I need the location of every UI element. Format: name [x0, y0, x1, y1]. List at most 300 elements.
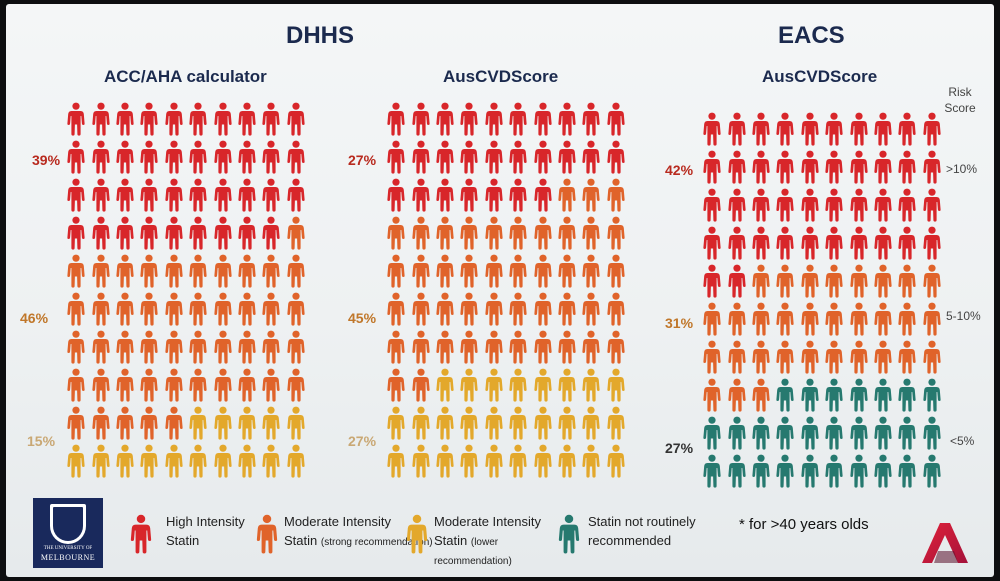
panel-1-person-icon: [67, 330, 85, 364]
university-crest-icon: [50, 504, 86, 544]
panel-1-person-icon: [116, 216, 134, 250]
panel-2-person-icon: [558, 216, 576, 250]
legend-high-line1: High Intensity: [166, 514, 245, 529]
panel-3-person-icon: [776, 454, 794, 488]
panel-2-person-icon: [509, 292, 527, 326]
university-logo-line2: MELBOURNE: [40, 553, 96, 562]
panel-3-person-icon: [825, 226, 843, 260]
panel-3-person-icon: [801, 302, 819, 336]
legend-moderate-lower-note: (lower: [470, 537, 499, 548]
panel-1-person-icon: [116, 178, 134, 212]
panel-3-person-icon: [825, 264, 843, 298]
panel-1-person-icon: [116, 102, 134, 136]
panel-3-person-icon: [874, 416, 892, 450]
panel-2-person-icon: [509, 216, 527, 250]
panel-3-pct-not: 27%: [665, 440, 694, 456]
university-logo-line1: THE UNIVERSITY OF: [43, 546, 93, 551]
panel-1-person-icon: [238, 406, 256, 440]
panel-1-person-icon: [287, 216, 305, 250]
legend-high-line2: Statin: [166, 533, 200, 548]
panel-2-person-icon: [460, 330, 478, 364]
panel-1-person-icon: [214, 254, 232, 288]
panel-2-person-icon: [436, 178, 454, 212]
panel-2-person-icon: [534, 178, 552, 212]
panel-2-person-icon: [412, 254, 430, 288]
panel-3-title: AusCVDScore: [762, 67, 878, 86]
panel-1-person-icon: [262, 102, 280, 136]
panel-1-person-icon: [92, 140, 110, 174]
panel-2-person-icon: [534, 406, 552, 440]
panel-2-person-icon: [412, 444, 430, 478]
panel-2-person-icon: [436, 330, 454, 364]
panel-3-person-icon: [850, 416, 868, 450]
panel-2-person-icon: [436, 216, 454, 250]
panel-3-person-icon: [776, 378, 794, 412]
panel-1-person-icon: [140, 140, 158, 174]
panel-2-person-icon: [387, 330, 405, 364]
panel-2-person-icon: [387, 444, 405, 478]
panel-3-person-icon: [801, 150, 819, 184]
panel-3-person-icon: [801, 454, 819, 488]
panel-2-person-icon: [412, 330, 430, 364]
panel-1-person-icon: [67, 444, 85, 478]
panel-2-person-icon: [436, 444, 454, 478]
legend-moderate-lower-line1: Moderate Intensity: [434, 514, 541, 529]
panel-3-person-icon: [874, 454, 892, 488]
panel-2-person-icon: [582, 102, 600, 136]
panel-2-person-icon: [460, 102, 478, 136]
panel-1-person-icon: [165, 102, 183, 136]
panel-1-person-icon: [262, 140, 280, 174]
panel-2-person-icon: [412, 292, 430, 326]
panel-1-person-icon: [214, 406, 232, 440]
panel-2-person-icon: [412, 102, 430, 136]
panel-3-person-icon: [776, 416, 794, 450]
panel-3-person-icon: [752, 378, 770, 412]
panel-3-person-icon: [752, 150, 770, 184]
panel-3-person-icon: [703, 416, 721, 450]
panel-3-person-icon: [825, 340, 843, 374]
panel-3-person-icon: [923, 340, 941, 374]
legend-moderate-lower-line2: Statin: [434, 533, 468, 548]
panel-1-person-icon: [92, 102, 110, 136]
legend-moderate-strong-note: (strong recommendation): [320, 537, 433, 548]
panel-3-person-icon: [825, 454, 843, 488]
panel-2-person-icon: [607, 406, 625, 440]
panel-2-person-icon: [534, 292, 552, 326]
panel-3-person-icon: [801, 264, 819, 298]
panel-1-person-icon: [67, 254, 85, 288]
legend-not-recommended-line2: recommended: [588, 533, 672, 548]
panel-2-person-icon: [558, 140, 576, 174]
panel-2-person-icon: [582, 254, 600, 288]
panel-3-person-icon: [752, 340, 770, 374]
panel-2-person-icon: [485, 406, 503, 440]
panel-1-person-icon: [116, 140, 134, 174]
panel-1-person-icon: [238, 330, 256, 364]
panel-2-person-icon: [412, 368, 430, 402]
panel-1-person-icon: [165, 216, 183, 250]
panel-3-person-icon: [752, 302, 770, 336]
panel-1-person-icon: [140, 254, 158, 288]
panel-2-person-icon: [509, 140, 527, 174]
panel-1-pct-lower: 15%: [27, 433, 56, 449]
panel-3-person-icon: [728, 150, 746, 184]
panel-2-person-icon: [485, 368, 503, 402]
panel-3-person-icon: [703, 340, 721, 374]
person-icon-not-recommended: [558, 514, 580, 554]
panel-3-person-icon: [728, 340, 746, 374]
panel-2-person-icon: [509, 178, 527, 212]
panel-3-person-icon: [850, 378, 868, 412]
panel-1-person-icon: [238, 178, 256, 212]
panel-3-person-icon: [874, 150, 892, 184]
panel-3-person-icon: [874, 226, 892, 260]
panel-1-person-icon: [287, 444, 305, 478]
panel-3-person-icon: [923, 264, 941, 298]
panel-1-person-icon: [238, 254, 256, 288]
panel-2-person-icon: [460, 444, 478, 478]
panel-1-person-icon: [116, 292, 134, 326]
panel-2-person-icon: [509, 406, 527, 440]
panel-1-person-icon: [262, 368, 280, 402]
panel-2-person-icon: [558, 178, 576, 212]
panel-1-person-icon: [140, 178, 158, 212]
panel-1-person-icon: [67, 216, 85, 250]
panel-3-person-icon: [850, 302, 868, 336]
panel-1-person-icon: [238, 444, 256, 478]
panel-2-person-icon: [412, 178, 430, 212]
person-icon-moderate-strong: [256, 514, 278, 554]
panel-1-person-icon: [262, 406, 280, 440]
person-icon-high: [130, 514, 152, 554]
panel-3-person-icon: [703, 264, 721, 298]
panel-1-person-icon: [116, 444, 134, 478]
panel-2-person-icon: [387, 292, 405, 326]
panel-1-person-icon: [262, 444, 280, 478]
panel-1-person-icon: [92, 292, 110, 326]
panel-3-person-icon: [850, 340, 868, 374]
panel-1-person-icon: [165, 254, 183, 288]
panel-2-person-icon: [534, 140, 552, 174]
panel-3-person-icon: [898, 264, 916, 298]
panel-1-person-icon: [92, 254, 110, 288]
panel-2-person-icon: [582, 292, 600, 326]
panel-2-person-icon: [558, 102, 576, 136]
panel-1-person-icon: [238, 216, 256, 250]
dhhs-title: DHHS: [286, 22, 355, 49]
panel-2-person-icon: [582, 178, 600, 212]
panel-3-person-icon: [801, 416, 819, 450]
panel-2-person-icon: [387, 406, 405, 440]
panel-3-person-icon: [874, 188, 892, 222]
panel-3-pct-high: 42%: [665, 162, 694, 178]
panel-1-person-icon: [140, 102, 158, 136]
panel-1-person-icon: [92, 406, 110, 440]
panel-2-person-icon: [436, 292, 454, 326]
panel-3-person-icon: [752, 454, 770, 488]
panel-3-person-icon: [874, 112, 892, 146]
panel-1-person-icon: [165, 406, 183, 440]
panel-3-person-icon: [850, 264, 868, 298]
university-logo: [33, 498, 103, 568]
panel-3-person-icon: [898, 188, 916, 222]
panel-2-person-icon: [607, 140, 625, 174]
legend-not-recommended-line1: Statin not routinely: [588, 514, 696, 529]
panel-2-person-icon: [412, 406, 430, 440]
panel-1-person-icon: [287, 178, 305, 212]
panel-2-person-icon: [558, 254, 576, 288]
panel-3-person-icon: [850, 112, 868, 146]
panel-2-person-icon: [485, 444, 503, 478]
panel-1-person-icon: [140, 406, 158, 440]
panel-2-pictograph: [384, 100, 628, 480]
panel-2-person-icon: [436, 254, 454, 288]
panel-3-person-icon: [728, 378, 746, 412]
panel-1-person-icon: [165, 292, 183, 326]
panel-2-pct-lower: 27%: [348, 433, 377, 449]
panel-3-person-icon: [825, 150, 843, 184]
legend-moderate-lower-note-line2: recommendation): [434, 556, 512, 567]
panel-1-person-icon: [165, 330, 183, 364]
panel-3-person-icon: [898, 302, 916, 336]
panel-2-person-icon: [436, 368, 454, 402]
panel-2-person-icon: [412, 140, 430, 174]
age-footnote: * for >40 years olds: [739, 516, 869, 533]
panel-2-person-icon: [607, 330, 625, 364]
panel-3-person-icon: [776, 188, 794, 222]
panel-2-person-icon: [387, 140, 405, 174]
panel-1-person-icon: [262, 330, 280, 364]
panel-3-person-icon: [728, 188, 746, 222]
panel-1-person-icon: [214, 368, 232, 402]
panel-2-person-icon: [387, 216, 405, 250]
panel-3-person-icon: [801, 340, 819, 374]
panel-3-person-icon: [874, 378, 892, 412]
panel-3-person-icon: [801, 378, 819, 412]
panel-2-person-icon: [436, 140, 454, 174]
panel-3-person-icon: [776, 340, 794, 374]
panel-3-person-icon: [825, 188, 843, 222]
panel-2-person-icon: [460, 368, 478, 402]
panel-2-person-icon: [460, 178, 478, 212]
panel-1-person-icon: [92, 178, 110, 212]
panel-3-person-icon: [874, 340, 892, 374]
panel-3-person-icon: [728, 264, 746, 298]
panel-3-person-icon: [776, 226, 794, 260]
panel-3-person-icon: [703, 378, 721, 412]
eacs-title: EACS: [778, 22, 845, 49]
panel-2-person-icon: [436, 102, 454, 136]
panel-3-person-icon: [825, 112, 843, 146]
panel-2-person-icon: [460, 216, 478, 250]
panel-3-person-icon: [801, 226, 819, 260]
panel-1-person-icon: [287, 292, 305, 326]
panel-1-person-icon: [214, 102, 232, 136]
panel-1-person-icon: [238, 368, 256, 402]
panel-3-person-icon: [923, 416, 941, 450]
panel-2-person-icon: [460, 254, 478, 288]
panel-2-person-icon: [509, 102, 527, 136]
panel-2-person-icon: [387, 254, 405, 288]
panel-2-person-icon: [558, 292, 576, 326]
panel-3-person-icon: [898, 454, 916, 488]
panel-3-person-icon: [703, 112, 721, 146]
slide: [6, 4, 994, 577]
person-icon-moderate-lower: [406, 514, 428, 554]
panel-2-person-icon: [534, 368, 552, 402]
panel-3-person-icon: [703, 226, 721, 260]
panel-2-person-icon: [582, 140, 600, 174]
panel-1-person-icon: [67, 292, 85, 326]
panel-1-person-icon: [67, 140, 85, 174]
panel-3-person-icon: [703, 302, 721, 336]
panel-2-pct-moderate: 45%: [348, 310, 377, 326]
panel-1-pictograph: [64, 100, 308, 480]
panel-2-pct-high: 27%: [348, 152, 377, 168]
panel-1-person-icon: [116, 406, 134, 440]
panel-1-person-icon: [262, 178, 280, 212]
panel-3-person-icon: [728, 112, 746, 146]
panel-1-person-icon: [67, 102, 85, 136]
panel-1-person-icon: [92, 444, 110, 478]
panel-1-person-icon: [214, 444, 232, 478]
panel-3-person-icon: [874, 264, 892, 298]
panel-1-person-icon: [214, 330, 232, 364]
panel-2-person-icon: [387, 102, 405, 136]
legend-moderate-strong-line2: Statin: [284, 533, 318, 548]
panel-3-person-icon: [923, 188, 941, 222]
panel-2-person-icon: [607, 102, 625, 136]
panel-1-person-icon: [287, 254, 305, 288]
panel-3-pct-moderate: 31%: [665, 315, 694, 331]
panel-2-person-icon: [534, 330, 552, 364]
panel-3-person-icon: [923, 226, 941, 260]
panel-1-person-icon: [67, 178, 85, 212]
panel-3-person-icon: [776, 150, 794, 184]
panel-1-person-icon: [140, 292, 158, 326]
panel-3-pictograph: [700, 110, 944, 490]
panel-2-person-icon: [509, 254, 527, 288]
panel-3-person-icon: [728, 416, 746, 450]
panel-2-person-icon: [534, 254, 552, 288]
panel-2-person-icon: [485, 102, 503, 136]
panel-1-person-icon: [140, 368, 158, 402]
panel-1-person-icon: [214, 292, 232, 326]
panel-2-person-icon: [485, 292, 503, 326]
panel-3-person-icon: [898, 226, 916, 260]
panel-2-person-icon: [387, 178, 405, 212]
panel-2-person-icon: [485, 216, 503, 250]
panel-2-person-icon: [607, 178, 625, 212]
panel-1-person-icon: [262, 292, 280, 326]
panel-2-person-icon: [607, 292, 625, 326]
panel-1-person-icon: [287, 140, 305, 174]
panel-1-person-icon: [189, 368, 207, 402]
panel-1-person-icon: [189, 140, 207, 174]
panel-3-person-icon: [923, 378, 941, 412]
panel-2-person-icon: [509, 330, 527, 364]
panel-3-person-icon: [825, 416, 843, 450]
panel-3-person-icon: [898, 416, 916, 450]
panel-1-person-icon: [189, 102, 207, 136]
panel-3-person-icon: [703, 454, 721, 488]
panel-2-person-icon: [582, 406, 600, 440]
panel-2-title: AusCVDScore: [443, 67, 559, 86]
panel-2-person-icon: [607, 254, 625, 288]
panel-3-person-icon: [752, 226, 770, 260]
risk-score-header: Risk Score: [944, 85, 976, 115]
panel-1-person-icon: [189, 444, 207, 478]
panel-1-person-icon: [189, 292, 207, 326]
panel-1-person-icon: [92, 368, 110, 402]
panel-2-person-icon: [412, 216, 430, 250]
panel-1-pct-moderate: 46%: [20, 310, 49, 326]
panel-3-person-icon: [752, 188, 770, 222]
panel-2-person-icon: [485, 140, 503, 174]
panel-2-person-icon: [582, 216, 600, 250]
panel-1-person-icon: [92, 216, 110, 250]
panel-3-person-icon: [801, 112, 819, 146]
panel-1-person-icon: [116, 254, 134, 288]
panel-3-person-icon: [898, 340, 916, 374]
panel-3-person-icon: [874, 302, 892, 336]
panel-2-person-icon: [460, 406, 478, 440]
panel-3-person-icon: [850, 150, 868, 184]
panel-3-person-icon: [825, 378, 843, 412]
panel-2-person-icon: [582, 444, 600, 478]
panel-2-person-icon: [534, 444, 552, 478]
panel-1-person-icon: [67, 368, 85, 402]
panel-3-person-icon: [752, 264, 770, 298]
panel-1-person-icon: [287, 102, 305, 136]
panel-1-pct-high: 39%: [32, 152, 61, 168]
panel-3-person-icon: [703, 188, 721, 222]
panel-1-person-icon: [140, 444, 158, 478]
panel-3-person-icon: [776, 302, 794, 336]
panel-1-person-icon: [287, 368, 305, 402]
panel-1-person-icon: [238, 140, 256, 174]
panel-1-person-icon: [165, 140, 183, 174]
panel-3-person-icon: [703, 150, 721, 184]
panel-3-person-icon: [801, 188, 819, 222]
panel-1-person-icon: [214, 178, 232, 212]
panel-3-person-icon: [850, 188, 868, 222]
panel-2-person-icon: [387, 368, 405, 402]
panel-3-person-icon: [898, 150, 916, 184]
panel-1-person-icon: [116, 368, 134, 402]
panel-1-person-icon: [189, 254, 207, 288]
panel-2-person-icon: [485, 330, 503, 364]
panel-1-person-icon: [165, 368, 183, 402]
panel-2-person-icon: [558, 444, 576, 478]
panel-3-person-icon: [850, 226, 868, 260]
panel-3-person-icon: [752, 112, 770, 146]
panel-1-person-icon: [238, 102, 256, 136]
panel-1-person-icon: [189, 330, 207, 364]
panel-1-person-icon: [140, 330, 158, 364]
panel-1-person-icon: [287, 330, 305, 364]
panel-1-person-icon: [238, 292, 256, 326]
panel-2-person-icon: [582, 368, 600, 402]
panel-3-person-icon: [728, 454, 746, 488]
panel-2-person-icon: [558, 368, 576, 402]
panel-1-person-icon: [214, 140, 232, 174]
panel-3-person-icon: [898, 112, 916, 146]
panel-2-person-icon: [436, 406, 454, 440]
panel-1-person-icon: [140, 216, 158, 250]
panel-1-person-icon: [116, 330, 134, 364]
